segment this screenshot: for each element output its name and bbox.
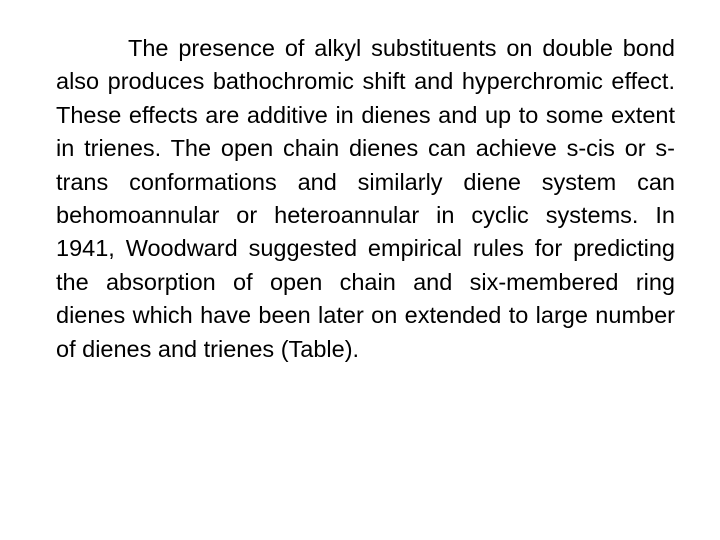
body-paragraph: The presence of alkyl substituents on double bond also produces bathochromic shift and hyperchromic effect. These effects are additive in dienes and up to some extent in trienes. The open chain dienes can achieve s-cis or s-trans conformations and similarly diene system can behomoannular or heteroannular in cyclic systems. In 1941, Woodward suggested empirical rules for predicting the absorption of open chain and six-membered ring dienes which have been later on extended to large number of dienes and trienes (Table). (56, 35, 675, 362)
